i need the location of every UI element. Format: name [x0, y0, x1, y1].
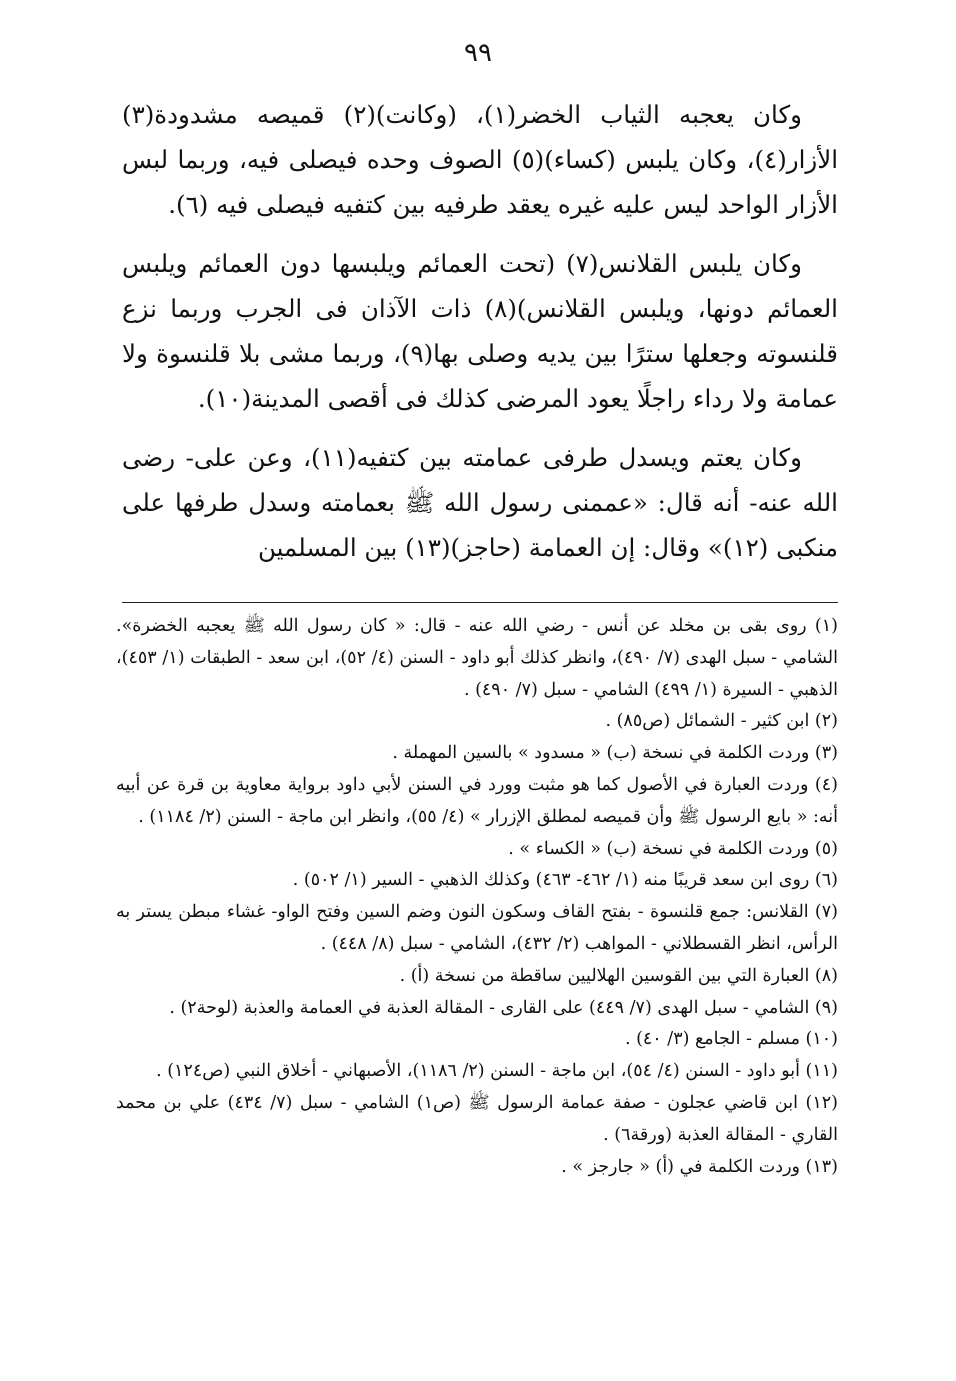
footnote-separator	[122, 602, 838, 603]
footnote-5: (٥) وردت الكلمة في نسخة (ب) « الكساء » .	[508, 838, 838, 859]
paragraph: وكان يعتم ويسدل طرفى عمامته بين كتفيه(١١)، وعن على- رضى الله عنه- أنه قال: «عممنى رسول الله ﷺ بعمامته وسدل طرفها على منكبى (١٢)» وقال: إن العمامة (حاجز)(١٣) بين المسلمين	[122, 443, 838, 562]
footnote-4: (٤) وردت العبارة في الأصول كما هو مثبت وورد في السنن لأبي داود برواية معاوية بن قرة عن أبيه أنه: « بايع الرسول ﷺ وأن قميصه لمطلق الإزرار » (٤/ ٥٥)، وانظر ابن ماجة - السنن (٢/ ١١٨٤) .	[116, 774, 838, 827]
paragraph: وكان يعجبه الثياب الخضر(١)، (وكانت)(٢) قميصه مشدودة(٣) الأزار(٤)، وكان يلبس (كساء)(٥) الصوف وحده فيصلى فيه، وربما لبس الأزار الواحد ليس عليه غيره يعقد طرفيه بين كتفيه فيصلى فيه (٦).	[122, 100, 838, 219]
footnote-6: (٦) روى ابن سعد قريبًا منه (١/ ٤٦٢- ٤٦٣) وكذلك الذهبي - السير (١/ ٥٠٢) .	[292, 870, 838, 891]
footnote-1: (١) روى بقى بن مخلد عن أنس - رضي الله عنه - قال: « كان رسول الله ﷺ يعجبه الخضرة». الشامي - سبل الهدى (٧/ ٤٩٠)، وانظر كذلك أبو داود - السنن (٤/ ٥٢)، ابن سعد - الطبقات (١/ ٤٥٣)، الذهبي - السيرة (١/ ٤٩٩) الشامي - سبل (٧/ ٤٩٠) .	[116, 616, 838, 700]
page-number: ٩٩	[464, 38, 492, 68]
main-text	[122, 92, 838, 570]
footnote-9: (٩) الشامي - سبل الهدى (٧/ ٤٤٩) على القارى - المقالة العذبة في العمامة والعذبة (لوحة٢) .	[169, 997, 838, 1018]
footnote-12: (١٢) ابن قاضي عجلون - صفة عمامة الرسول ﷺ (ص١) الشامي - سبل (٧/ ٤٣٤) علي بن محمد القاري - المقالة العذبة (ورقة٦) .	[116, 1092, 838, 1145]
footnote-2: (٢) ابن كثير - الشمائل (ص٨٥) .	[605, 711, 838, 732]
footnote-13: (١٣) وردت الكلمة في (أ) « جارجز » .	[561, 1156, 838, 1177]
footnote-3: (٣) وردت الكلمة في نسخة (ب) « مسدود » بالسين المهملة .	[392, 743, 838, 764]
footnote-7: (٧) القلانس: جمع قلنسوة - بفتح القاف وسكون النون وضم السين وفتح الواو- غشاء مبطن يستر به الرأس، انظر القسطلاني - المواهب (٢/ ٤٣٢)، الشامي - سبل (٨/ ٤٤٨) .	[116, 902, 838, 954]
footnote-11: (١١) أبو داود - السنن (٤/ ٥٤)، ابن ماجة - السنن (٢/ ١١٨٦)، الأصبهاني - أخلاق النبي (ص١٢٤) .	[156, 1061, 838, 1082]
paragraph: وكان يلبس القلانس(٧) (تحت العمائم ويلبسها دون العمائم ويلبس العمائم دونها، ويلبس القلانس)(٨) ذات الآذان فى الجرب وربما نزع قلنسوته وجعلها سترًا بين يديه وصلى بها(٩)، وربما مشى بلا قلنسوة ولا عمامة ولا رداء راجلًا يعود المرضى كذلك فى أقصى المدينة(١٠).	[122, 249, 838, 413]
footnote-8: (٨) العبارة التي بين القوسين الهلاليين ساقطة من نسخة (أ) .	[399, 965, 838, 986]
footnotes	[116, 611, 838, 1183]
footnote-10: (١٠) مسلم - الجامع (٣/ ٤٠) .	[624, 1029, 838, 1050]
